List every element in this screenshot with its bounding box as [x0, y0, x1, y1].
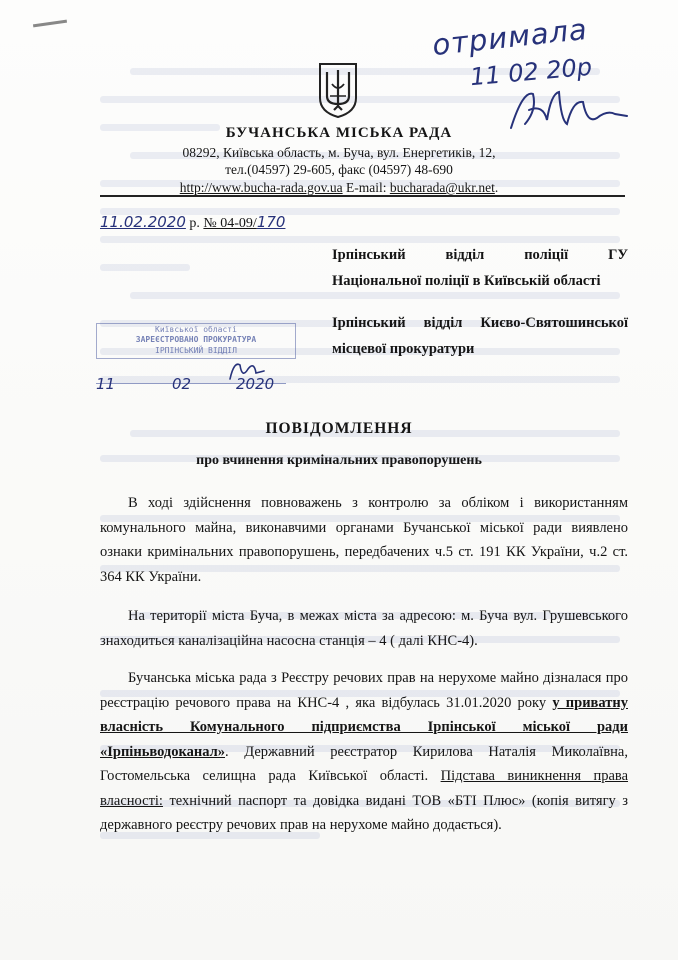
paragraph-3-part-b: . Державний реєстратор Кирилова Наталія Миколаївна, Гостомельська селищна рада Київської області. — [100, 743, 628, 784]
paragraph-3-text — [100, 666, 628, 838]
registration-stamp — [96, 323, 296, 409]
recipient-police — [332, 242, 628, 294]
organization-phones: тел.(04597) 29-605, факс (04597) 48-690 — [225, 162, 453, 177]
document-subtitle: про вчинення кримінальних правопорушень — [196, 453, 482, 468]
website-link[interactable]: http://www.bucha-rada.gov.ua — [179, 180, 343, 195]
handwritten-received: отримала — [430, 11, 590, 63]
pen-mark — [33, 20, 67, 28]
recipient-prosecutor-line1: Ірпінський відділ Києво-Святошинської — [332, 315, 628, 331]
coat-of-arms-icon — [318, 62, 358, 118]
recipient-prosecutor-line2: місцевої прокуратури — [332, 341, 475, 357]
stamp-month: 02 — [172, 375, 192, 393]
recipient-police-line2: Національної поліції в Київській області — [332, 273, 601, 289]
outgoing-date-handwritten: 11.02.2020 — [100, 213, 186, 231]
paragraph-3-bold: у приватну власність Комунального підприємства Ірпінської міської ради «Ірпіньводоканал» — [100, 694, 628, 760]
document-title: ПОВІДОМЛЕННЯ — [265, 420, 413, 437]
email-link[interactable]: bucharada@ukr.net — [389, 180, 495, 195]
organization-contacts — [0, 180, 678, 196]
paragraph-3-part-a: Бучанська міська рада з Реєстру речових прав на нерухоме майно дізналася про реєстрацію речового права на КНС-4 , яка відбулась 31.01.2020 року — [100, 670, 628, 711]
paragraph-3-part-c: технічний паспорт та довідка видані ТОВ «БТІ Плюс» (копія витягу з державного реєстру речових прав на нерухоме майно додається). — [100, 792, 628, 833]
stamp-line1: Київської області — [155, 325, 237, 334]
outgoing-number-handwritten: 170 — [256, 213, 286, 231]
paragraph-1 — [100, 491, 628, 589]
stamp-year: 2020 — [236, 375, 275, 393]
paragraph-3-underline: Підстава виникнення права власності: — [100, 768, 629, 809]
recipient-police-line1: Ірпінський відділ поліції ГУ — [332, 247, 628, 263]
paragraph-2 — [100, 604, 628, 653]
handwritten-date: 11 02 20р — [469, 52, 594, 92]
stamp-line3: ІРПІНСЬКИЙ ВІДДІЛ — [155, 346, 237, 355]
stamp-day: 11 — [96, 375, 116, 393]
organization-title: БУЧАНСЬКА МІСЬКА РАДА — [225, 125, 453, 141]
header-divider — [100, 195, 625, 197]
paragraph-3 — [100, 666, 628, 838]
email-end: . — [494, 180, 499, 195]
paragraph-1-text: В ході здійснення повноважень з контролю за обліком і використанням комунального майна, виконавчими органами Бучанської міської ради виявлено ознаки кримінальних правопорушень, передбачених ч.5 ст. 191 КК України, ч.2 ст. 364 КК України. — [100, 495, 628, 585]
email-label: E-mail: — [345, 180, 387, 195]
paragraph-2-text: На території міста Буча, в межах міста за адресою: м. Буча вул. Грушевського знаходиться каналізаційна насосна станція – 4 ( далі КНС-4). — [100, 608, 628, 649]
outgoing-number-prefix: № 04-09/ — [203, 216, 257, 231]
outgoing-number — [100, 213, 285, 232]
organization-address: 08292, Київська область, м. Буча, вул. Енергетиків, 12, — [182, 145, 496, 160]
outgoing-date-suffix: р. — [189, 216, 200, 231]
recipient-prosecutor — [332, 310, 628, 362]
stamp-line2: ЗАРЕЄСТРОВАНО ПРОКУРАТУРА — [135, 335, 257, 344]
